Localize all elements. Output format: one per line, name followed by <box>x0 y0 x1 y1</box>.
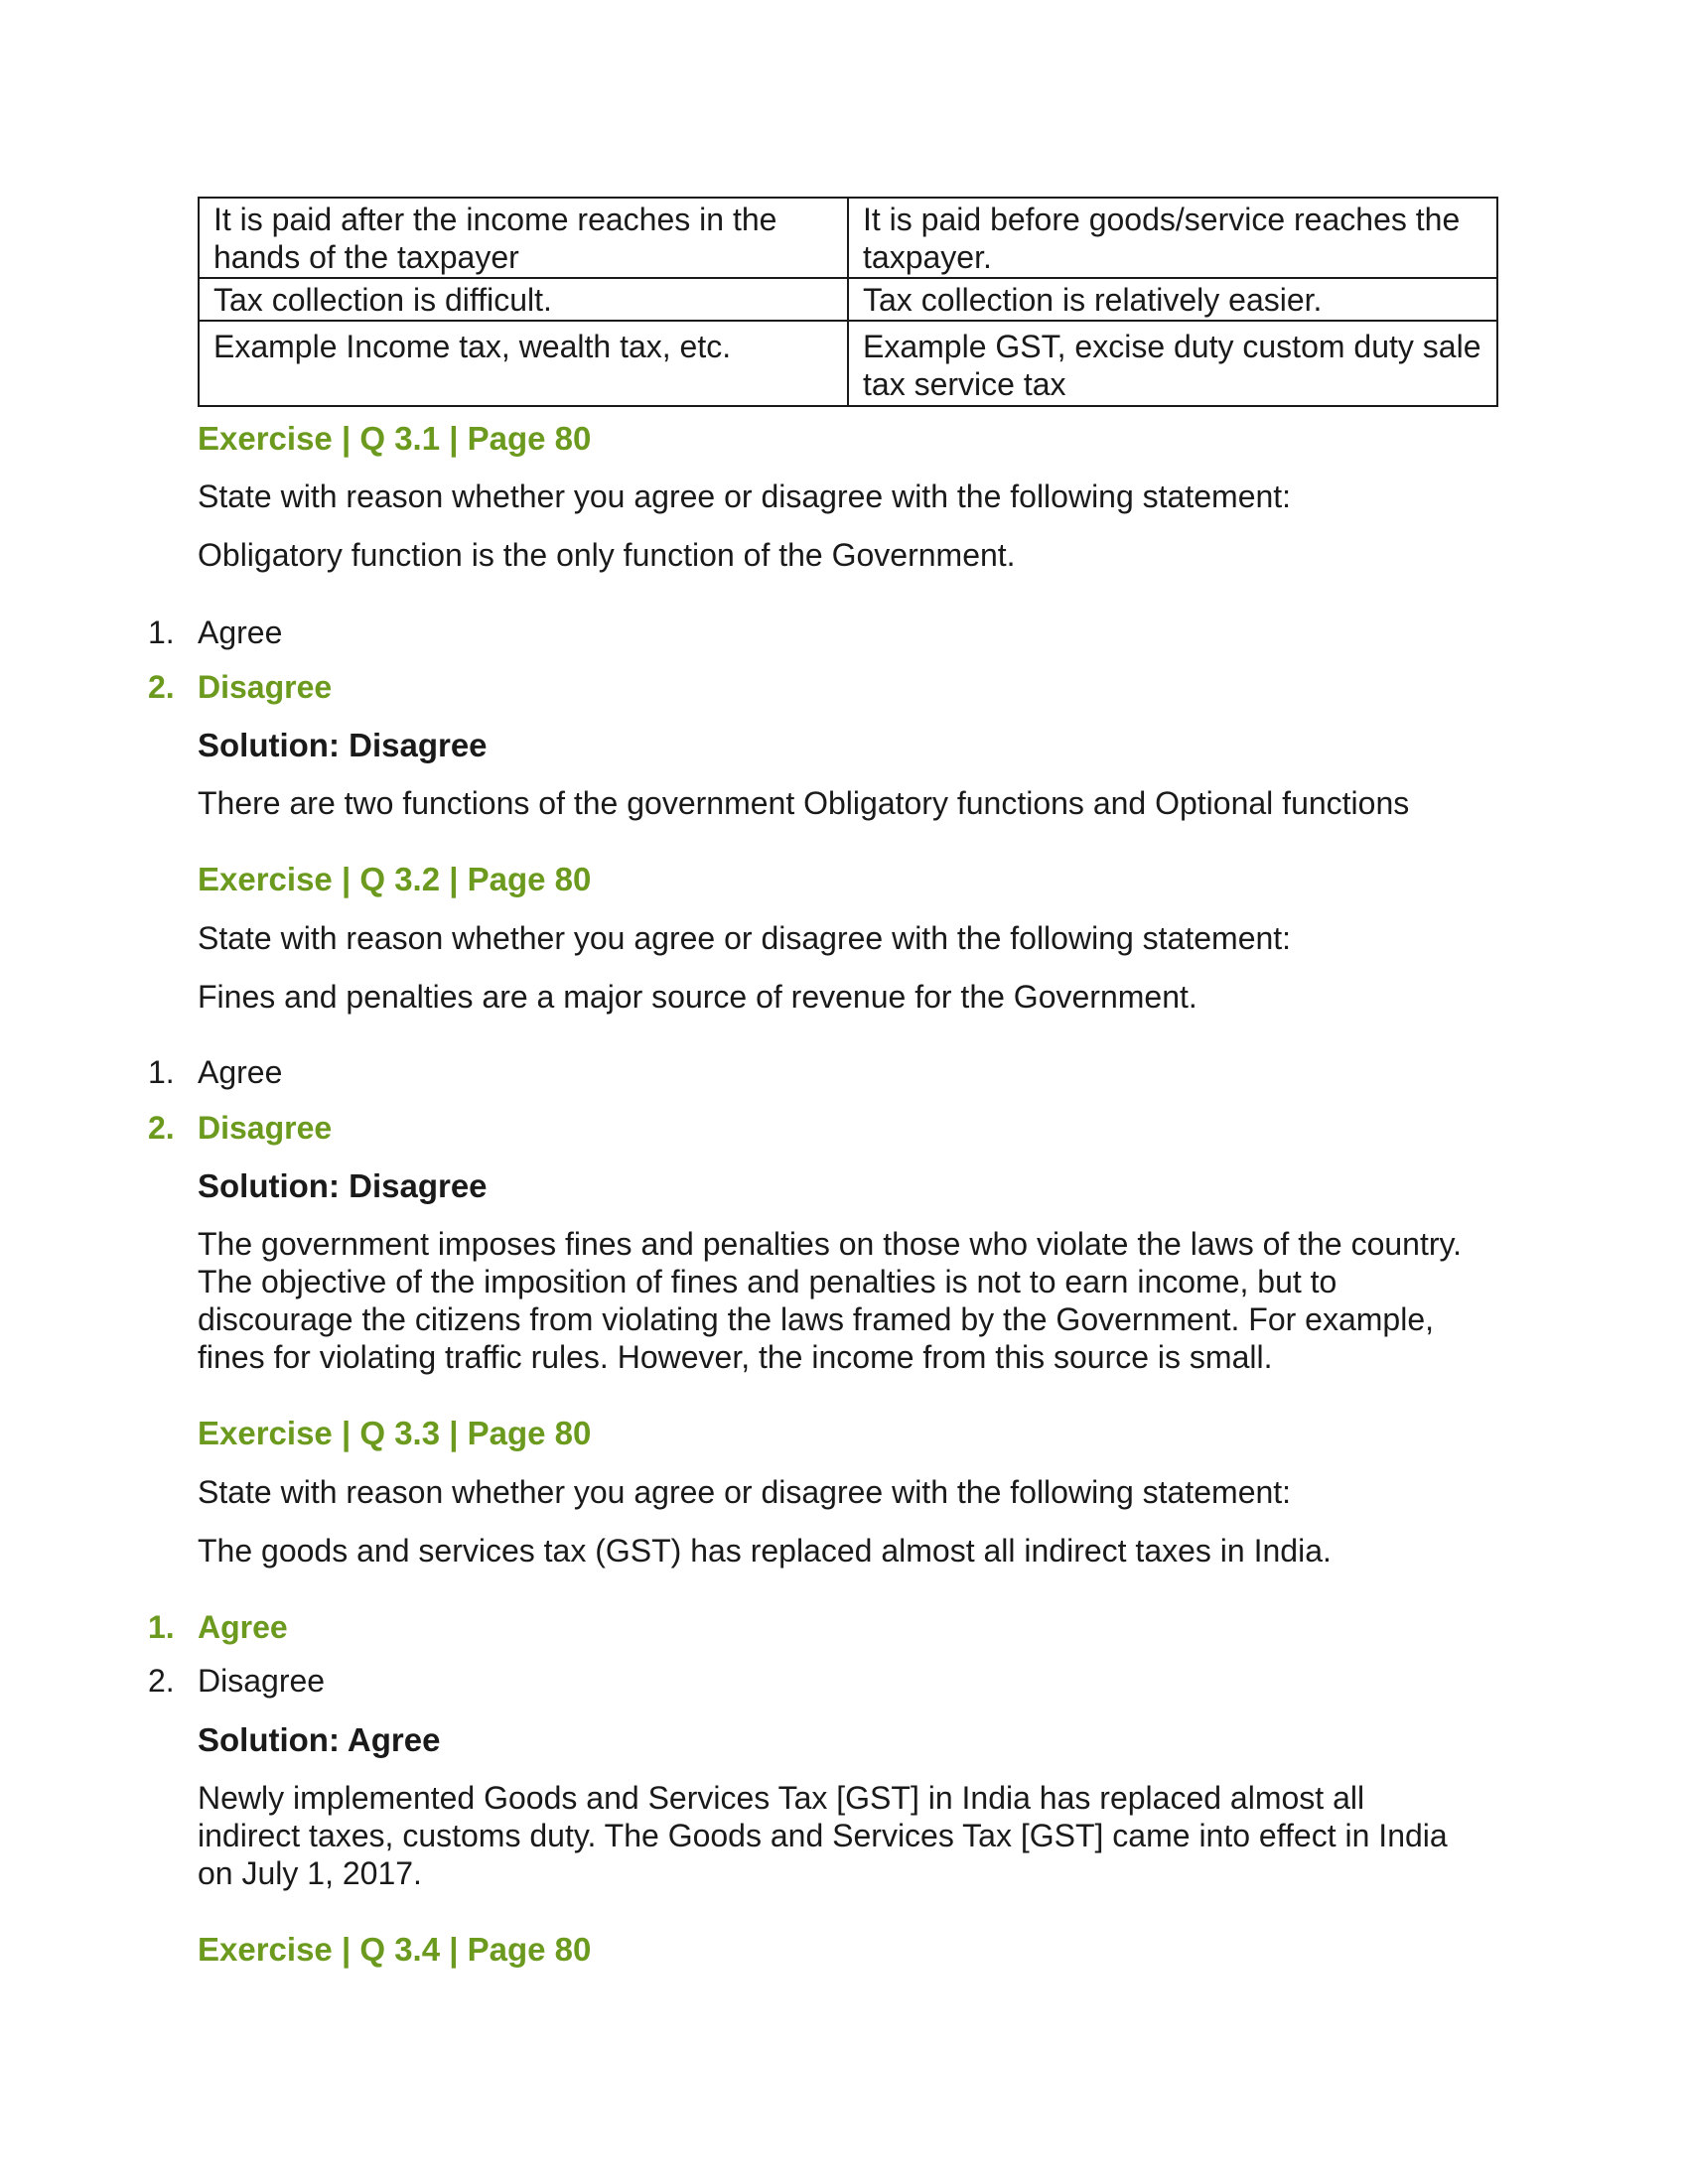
question-statement: Fines and penalties are a major source of revenue for the Government. <box>198 979 1197 1015</box>
option-number: 1. <box>148 1609 175 1645</box>
option-number: 1. <box>148 614 175 650</box>
option-disagree <box>148 1661 325 1701</box>
option-label: Disagree <box>198 1110 333 1146</box>
table-cell: Example Income tax, wealth tax, etc. <box>199 321 848 406</box>
option-label: Agree <box>198 1609 288 1645</box>
option-number: 2. <box>148 669 175 705</box>
solution-label: Solution: Disagree <box>198 727 488 763</box>
tax-comparison-table <box>198 197 1498 407</box>
option-label: Agree <box>198 614 283 650</box>
option-agree <box>148 1052 282 1092</box>
solution-label: Solution: Agree <box>198 1721 441 1758</box>
solution-explanation: Newly implemented Goods and Services Tax [GST] in India has replaced almost all indirect taxes, customs duty. The Goods and Services Tax [GST] came into effect in India on July 1, 2017. <box>198 1780 1448 1891</box>
option-label: Agree <box>198 1054 283 1090</box>
question-prompt: State with reason whether you agree or disagree with the following statement: <box>198 1474 1292 1510</box>
option-disagree-selected <box>148 1108 332 1148</box>
table-row <box>199 321 1497 406</box>
exercise-heading: Exercise | Q 3.3 | Page 80 <box>198 1415 592 1451</box>
solution-explanation: The government imposes fines and penalties on those who violate the laws of the country. The objective of the imposition of fines and penalties is not to earn income, but to discourage the citizens from violating the laws framed by the Government. For example, fines for violating traffic rules. However, the income from this source is small. <box>198 1226 1463 1375</box>
table-cell: It is paid after the income reaches in the hands of the taxpayer <box>199 198 848 278</box>
option-disagree-selected <box>148 667 332 707</box>
question-prompt: State with reason whether you agree or disagree with the following statement: <box>198 478 1292 514</box>
exercise-heading: Exercise | Q 3.1 | Page 80 <box>198 420 592 457</box>
option-number: 1. <box>148 1054 175 1090</box>
option-agree <box>148 613 282 652</box>
option-label: Disagree <box>198 1663 326 1699</box>
option-label: Disagree <box>198 669 333 705</box>
question-statement: The goods and services tax (GST) has replaced almost all indirect taxes in India. <box>198 1533 1332 1569</box>
table-row <box>199 198 1497 278</box>
option-number: 2. <box>148 1663 175 1699</box>
table-cell: It is paid before goods/service reaches the taxpayer. <box>848 198 1497 278</box>
exercise-heading: Exercise | Q 3.4 | Page 80 <box>198 1931 592 1968</box>
exercise-heading: Exercise | Q 3.2 | Page 80 <box>198 861 592 897</box>
option-number: 2. <box>148 1110 175 1146</box>
table-cell: Example GST, excise duty custom duty sale tax service tax <box>848 321 1497 406</box>
option-agree-selected <box>148 1607 288 1647</box>
question-statement: Obligatory function is the only function of the Government. <box>198 537 1016 573</box>
table-cell: Tax collection is difficult. <box>199 278 848 321</box>
table-row <box>199 278 1497 321</box>
solution-label: Solution: Disagree <box>198 1167 488 1204</box>
question-prompt: State with reason whether you agree or disagree with the following statement: <box>198 920 1292 956</box>
table-cell: Tax collection is relatively easier. <box>848 278 1497 321</box>
solution-explanation: There are two functions of the government Obligatory functions and Optional functions <box>198 785 1410 821</box>
